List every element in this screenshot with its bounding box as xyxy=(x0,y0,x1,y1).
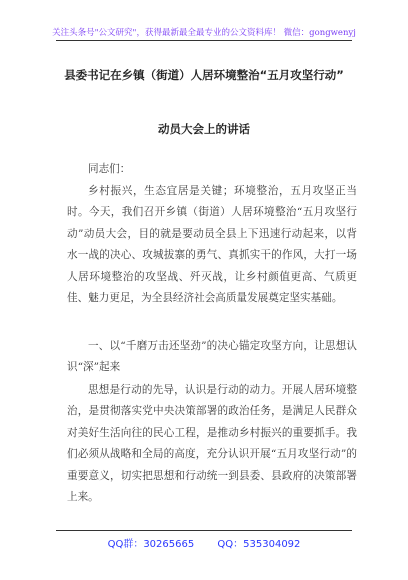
footer-qq-group: QQ群：30265665 xyxy=(107,539,195,550)
section-heading: 一、以“千磨万击还坚劲”的决心锚定攻坚方向，让思想认识“深”起来 xyxy=(67,340,357,374)
header-divider xyxy=(56,40,352,41)
header-promo-text: 关注头条号"公文研究"，获得最新最全最专业的公文资料库！ 微信：gongwenyj xyxy=(52,28,356,38)
page-header xyxy=(0,0,408,50)
document-title: 县委书记在乡镇（街道）人居环境整治“五月攻坚行动” xyxy=(64,68,344,82)
footer-divider xyxy=(56,530,352,531)
page-footer xyxy=(0,535,408,550)
body-paragraph: 乡村振兴，生态宜居是关键；环境整治，五月攻坚正当时。今天，我们召开乡镇（街道）人居环境整治“五月攻坚行动”动员大会，目的就是要动员全县上下迅速行动起来，以背水一战的决心、攻城拔寨的勇气、真抓实干的作风，大打一场人居环境整治的攻坚战、歼灭战，让乡村颜值更高、气质更佳、魅力更足，为全县经济社会高质量发展奠定坚实基础。 xyxy=(67,185,357,305)
salutation: 同志们： xyxy=(88,163,131,175)
body-paragraph: 思想是行动的先导，认识是行动的动力。开展人居环境整治，是贯彻落实党中央决策部署的政治任务，是满足人民群众对美好生活向往的民心工程，是推动乡村振兴的重要抓手。我们必须从战略和全局的高度，充分认识开展“五月攻坚行动”的重要意义，切实把思想和行动统一到县委、县政府的决策部署上来。 xyxy=(67,384,357,504)
document-subtitle: 动员大会上的讲话 xyxy=(158,122,250,136)
footer-qq-contact: QQ：535304092 xyxy=(217,539,301,550)
